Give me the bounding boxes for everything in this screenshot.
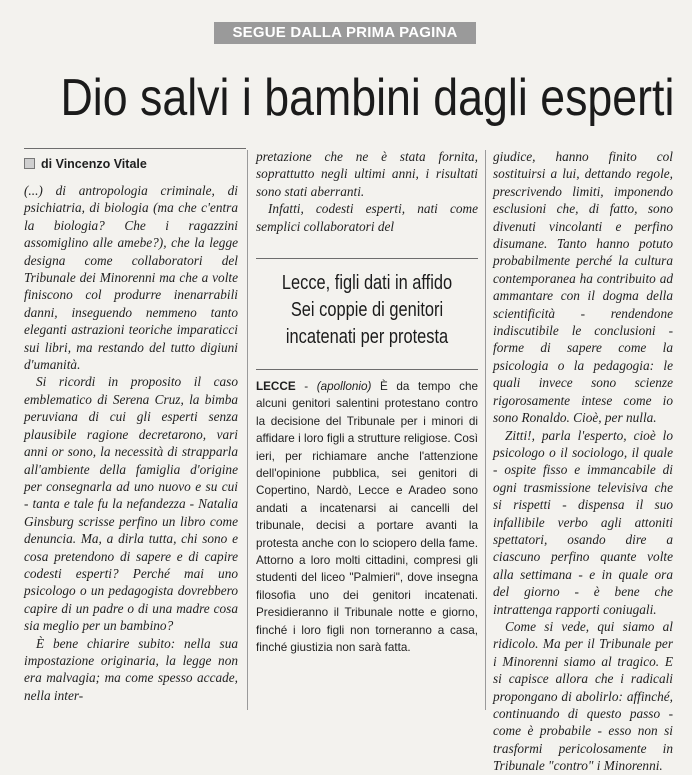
column-divider xyxy=(485,150,486,710)
sidebar-top-rule xyxy=(256,258,478,259)
sidebar-headline xyxy=(276,270,458,351)
paragraph: Zitti!, parla l'esperto, cioè lo psicologo o il sociologo, il quale - ospite fisso e immancabile di ogni trasmissione televisiva che si rispetti - dispensa il suo infallibile verbo agli attoniti spettatori, osando dire a ciascuno perfino quante volte alla settimana - e in quale ora del giorno - è bene che intrattenga rapporti coniugali. xyxy=(493,427,673,617)
paragraph: giudice, hanno finito col sostituirsi a lui, dettando regole, prescrivendo limiti, imponendo esclusioni che, di fatto, sono divenuti vincolanti e perfino disumane. Tanto hanno potuto probabilmente perché la cultura contemporanea ha contribuito ad ammantare con il dogma della scientificità - rendendone indiscutibile le conclusioni - forme di sapere come la psicologia o la pedagogia: le quali invece sono scienze rigorosamente intese come io sono Ronaldo. Cioè, per nulla. xyxy=(493,149,673,426)
dateline-city: LECCE xyxy=(256,380,296,393)
paragraph: Infatti, codesti esperti, nati come semplici collaboratori del xyxy=(256,201,478,234)
paragraph: pretazione che ne è stata fornita, soprattutto negli ultimi anni, i risultati sono stati aberranti. xyxy=(256,149,478,199)
sidebar-bottom-rule xyxy=(256,369,478,370)
byline-square-icon xyxy=(24,158,35,169)
byline-author: di Vincenzo Vitale xyxy=(41,157,147,171)
article-column-1 xyxy=(24,182,238,704)
paragraph: Si ricordi in proposito il caso emblematico di Serena Cruz, la bimba peruviana di cui gli esperti senza plausibile ragione decretarono, vari anni or sono, la necessità di strapparla all'ambiente della famiglia d'origine per consegnarla ad uno nuovo e su cui - tanta e tale fu la nefandezza - Natalia Ginsburg scrisse perfino un libro come denuncia. Ma, a dirla tutta, chi sono e cosa pretendono di sapere e di capire codesti esperti? Perché mai uno psicologo o un pedagogista dovrebbero capire di un padre o di una madre cosa sia meglio per un bambino? xyxy=(24,374,238,634)
byline xyxy=(24,156,248,172)
section-kicker: SEGUE DALLA PRIMA PAGINA xyxy=(214,22,476,44)
paragraph: Come si vede, qui siamo al ridicolo. Ma per il Tribunale per i Minorenni siamo al tragico. E si capisce allora che i radicali propongano di abolirlo: affinché, continuando di questo passo - come è probabile - esso non si trasformi pericolosamente in Tribunale "contro" i Minorenni. xyxy=(493,618,673,774)
dateline-source: (apollonio) xyxy=(316,380,372,393)
column-divider xyxy=(247,150,248,710)
sidebar-headline-line: incatenati per protesta xyxy=(285,326,449,348)
article-column-2 xyxy=(256,148,478,235)
article-column-3 xyxy=(493,148,673,775)
sidebar-headline-line: Lecce, figli dati in affido xyxy=(281,272,453,294)
headline-rule xyxy=(24,148,246,149)
paragraph: (...) di antropologia criminale, di psichiatria, di biologia (ma che c'entra la biologia? Che i ragazzini assomiglino alle amebe?), che la legge designa come collaboratori del Tribunale dei Minorenni ma che a volte finiscono col produrre inenarrabili danni, inseguendo nemmeno tanto eleganti astrazioni teoriche imparaticci sui libri, ma restando del tutto digiuni d'umanità. xyxy=(24,183,238,373)
sidebar-headline-line: Sei coppie di genitori xyxy=(290,299,444,321)
article-headline: Dio salvi i bambini dagli esperti xyxy=(60,69,675,127)
news-body: È da tempo che alcuni genitori salentini protestano contro la decisione del Tribunale per i minori di affidare i loro figli a strutture religiose. Così ieri, per richiamare anche l'attenzione dell'opinione pubblica, sei genitori di Copertino, Nardò, Lecce e Aradeo sono andati a incatenarsi ai cancelli del tribunale, decisi a portare avanti la protesta anche con lo sciopero della fame. Attorno a loro molti cittadini, compresi gli studenti del liceo "Palmieri", dove insegna filosofia uno dei genitori incatenati. Presidieranno il Tribunale notte e giorno, finché i loro figli non torneranno a casa, finché giustizia non sarà fatta. xyxy=(256,380,479,655)
paragraph: È bene chiarire subito: nella sua impostazione originaria, la legge non era malvagia; ma come spesso accade, nella inter- xyxy=(24,635,238,703)
sidebar-news-item: LECCE - (apollonio) È da tempo che alcuni genitori salentini protestano contro la decisione del Tribunale per i minori di affidare i loro figli a strutture religiose. Così ieri, per richiamare anche l'attenzione dell'opinione pubblica, sei genitori di Copertino, Nardò, Lecce e Aradeo sono andati a incatenarsi ai cancelli del tribunale, decisi a portare avanti la protesta anche con lo sciopero della fame. Attorno a loro molti cittadini, compresi gli studenti del liceo "Palmieri", dove insegna filosofia uno dei genitori incatenati. Presidieranno il Tribunale notte e giorno, finché i loro figli non torneranno a casa, finché giustizia non sarà fatta. xyxy=(256,380,479,655)
